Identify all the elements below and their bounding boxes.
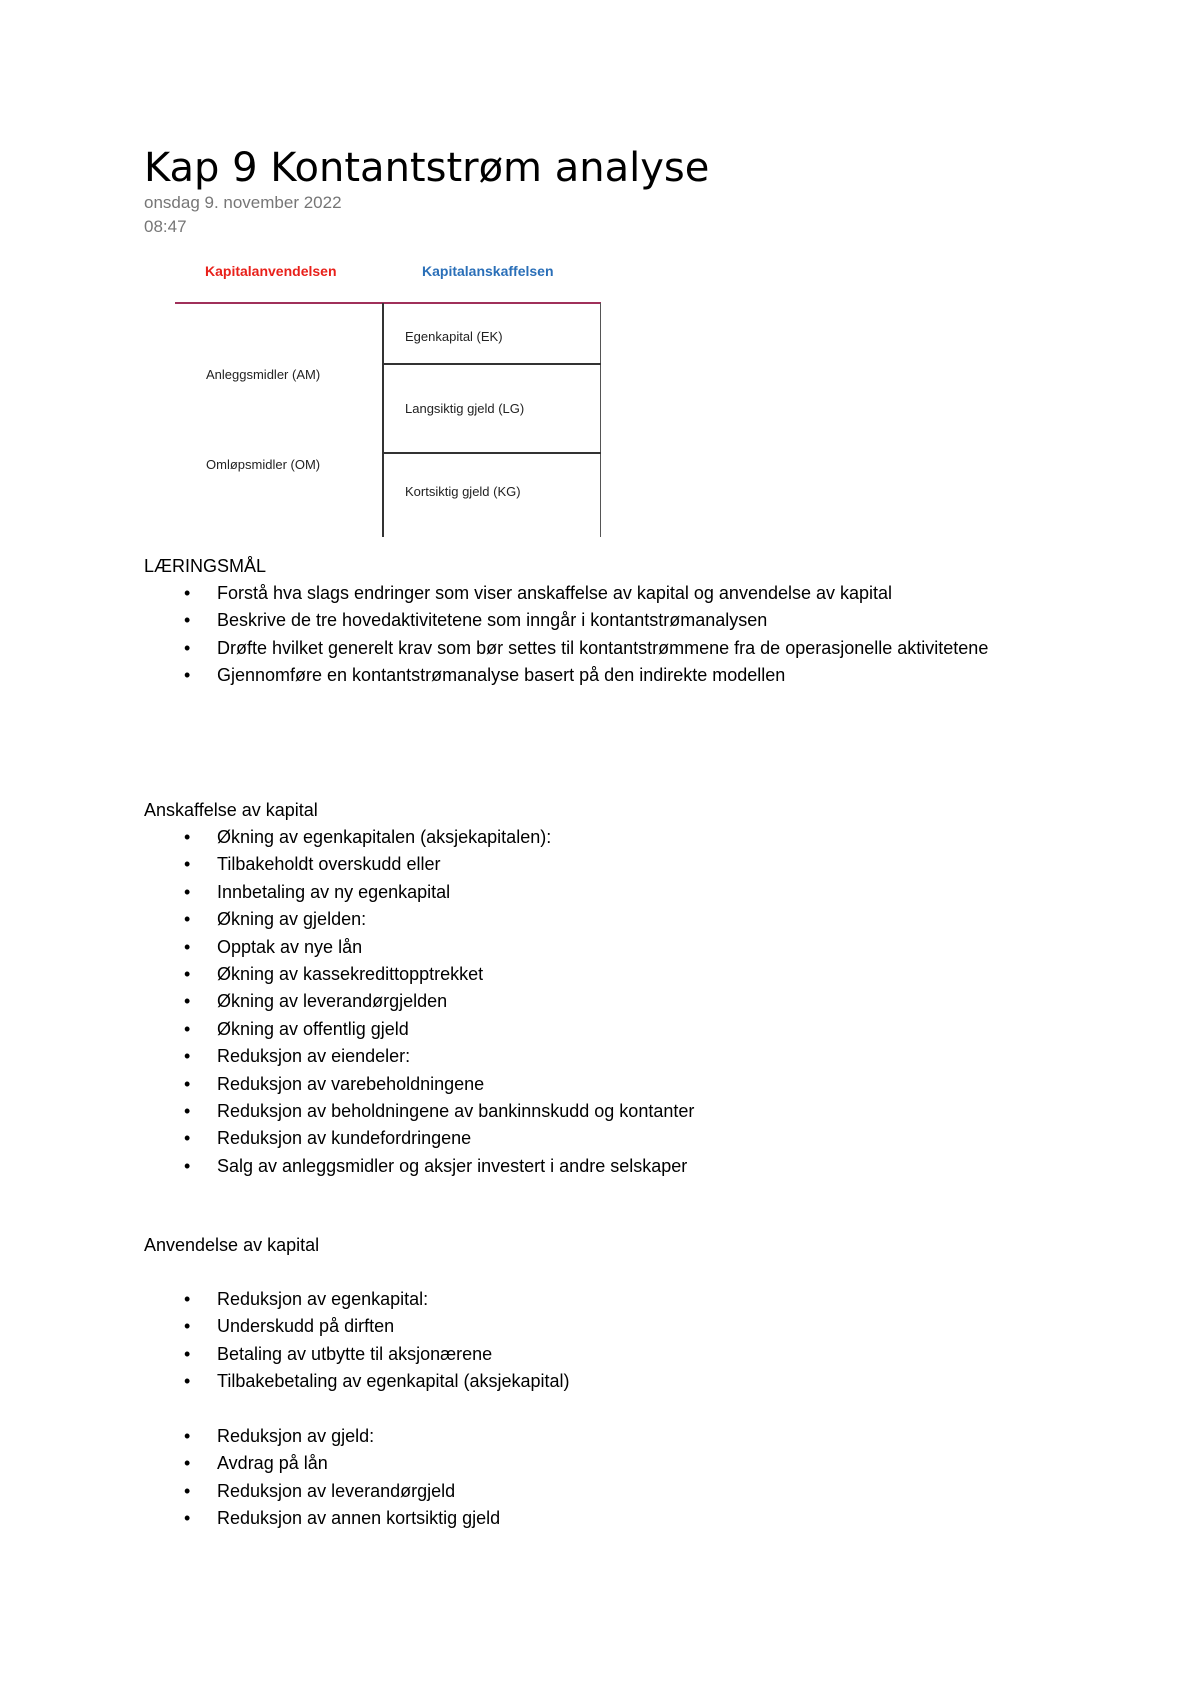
figure-right-border: [600, 303, 601, 537]
list-item: • Reduksjon av annen kortsiktig gjeld: [144, 1505, 1004, 1532]
list-item: • Reduksjon av kundefordringene: [144, 1125, 1004, 1152]
list-item: • Salg av anleggsmidler og aksjer investert i andre selskaper: [144, 1153, 1004, 1180]
bullet-icon: •: [184, 583, 191, 603]
figure-divider: [382, 303, 384, 537]
list-item: • Forstå hva slags endringer som viser anskaffelse av kapital og anvendelse av kapital: [144, 580, 1004, 607]
list-item: • Reduksjon av eiendeler:: [144, 1043, 1004, 1070]
list-item: • Beskrive de tre hovedaktivitetene som inngår i kontantstrømanalysen: [144, 607, 1004, 634]
bullet-icon: •: [184, 964, 191, 985]
list-item: • Gjennomføre en kontantstrømanalyse basert på den indirekte modellen: [144, 662, 1004, 689]
bullet-icon: •: [184, 1480, 191, 1501]
bullet-icon: •: [184, 1508, 191, 1529]
list-item: • Økning av gjelden:: [144, 906, 1004, 933]
bullet-icon: •: [184, 909, 191, 930]
figure-left-item: Omløpsmidler (OM): [206, 457, 321, 472]
bullet-icon: •: [184, 936, 191, 957]
list-item: • Opptak av nye lån: [144, 934, 1004, 961]
list-item: • Avdrag på lån: [144, 1450, 1004, 1477]
list-item: • Økning av offentlig gjeld: [144, 1016, 1004, 1043]
bullet-icon: •: [184, 1018, 191, 1039]
list-item: • Økning av kassekredittopptrekket: [144, 961, 1004, 988]
list-item: • Økning av leverandørgjelden: [144, 988, 1004, 1015]
list-item: • Reduksjon av gjeld:: [144, 1423, 1004, 1450]
figure-right-item: Kortsiktig gjeld (KG): [405, 484, 521, 499]
figure-right-header: Kapitalanskaffelsen: [422, 263, 554, 279]
bullet-icon: •: [184, 610, 191, 631]
list-item: • Betaling av utbytte til aksjonærene: [144, 1341, 1004, 1368]
list-item: • Tilbakebetaling av egenkapital (aksjekapital): [144, 1368, 1004, 1395]
bullet-icon: •: [184, 827, 191, 847]
balance-sheet-figure: [170, 255, 610, 538]
bullet-icon: •: [184, 665, 191, 686]
bullet-icon: •: [184, 1155, 191, 1176]
bullet-icon: •: [184, 1128, 191, 1149]
bullet-icon: •: [184, 1289, 191, 1309]
page-time: 08:47: [144, 217, 187, 236]
page-title: Kap 9 Kontantstrøm analyse: [144, 145, 710, 191]
anvendelse-list-equity: [144, 1286, 1004, 1396]
list-item: • Reduksjon av varebeholdningene: [144, 1071, 1004, 1098]
bullet-icon: •: [184, 991, 191, 1012]
bullet-icon: •: [184, 1316, 191, 1337]
figure-right-item: Langsiktig gjeld (LG): [405, 401, 525, 416]
laeringsmal-list: [144, 580, 1004, 690]
list-item: • Drøfte hvilket generelt krav som bør settes til kontantstrømmene fra de operasjonelle aktivitetene: [144, 635, 1004, 662]
figure-row-divider: [383, 363, 601, 365]
bullet-icon: •: [184, 1371, 191, 1392]
figure-row-divider: [383, 452, 601, 454]
laeringsmal-heading: LÆRINGSMÅL: [144, 556, 267, 576]
figure-top-rule: [175, 302, 601, 304]
list-item: • Reduksjon av beholdningene av bankinnskudd og kontanter: [144, 1098, 1004, 1125]
figure-right-item: Egenkapital (EK): [405, 329, 503, 344]
list-item: • Underskudd på dirften: [144, 1313, 1004, 1340]
figure-left-item: Anleggsmidler (AM): [206, 367, 321, 382]
bullet-icon: •: [184, 1426, 191, 1446]
anvendelse-heading: Anvendelse av kapital: [144, 1235, 320, 1255]
bullet-icon: •: [184, 881, 191, 902]
bullet-icon: •: [184, 1453, 191, 1474]
bullet-icon: •: [184, 637, 191, 658]
bullet-icon: •: [184, 1101, 191, 1122]
list-item: • Reduksjon av egenkapital:: [144, 1286, 1004, 1313]
anvendelse-list-debt: [144, 1423, 1004, 1533]
figure-left-header: Kapitalanvendelsen: [205, 263, 337, 279]
bullet-icon: •: [184, 1046, 191, 1067]
list-item: • Økning av egenkapitalen (aksjekapitalen):: [144, 824, 1004, 851]
list-item: • Reduksjon av leverandørgjeld: [144, 1478, 1004, 1505]
list-item: • Tilbakeholdt overskudd eller: [144, 851, 1004, 878]
bullet-icon: •: [184, 854, 191, 875]
anskaffelse-list: [144, 824, 1004, 1180]
page-date: onsdag 9. november 2022: [144, 193, 342, 212]
list-item: • Innbetaling av ny egenkapital: [144, 879, 1004, 906]
bullet-icon: •: [184, 1073, 191, 1094]
anskaffelse-heading: Anskaffelse av kapital: [144, 800, 318, 820]
bullet-icon: •: [184, 1343, 191, 1364]
